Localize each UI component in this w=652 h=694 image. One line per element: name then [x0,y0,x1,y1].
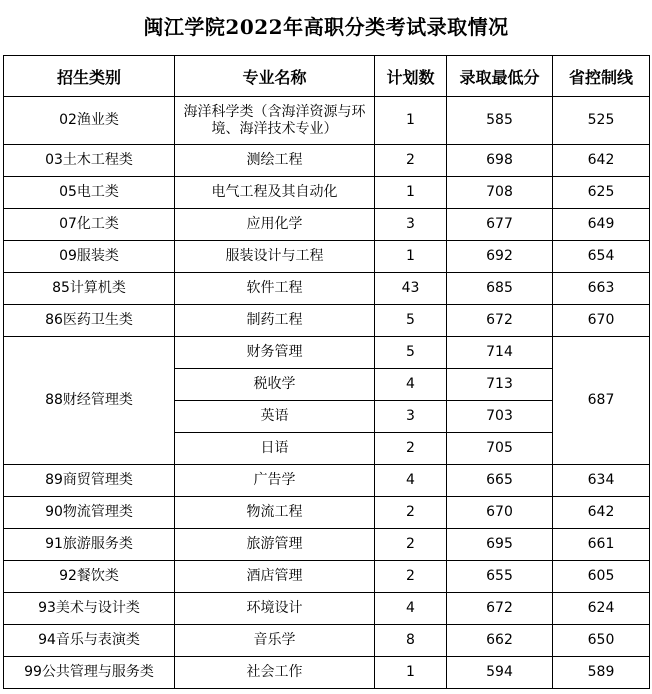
major-cell: 酒店管理 [175,561,375,593]
min-score-cell: 703 [447,401,553,433]
control-line-cell: 605 [553,561,650,593]
plan-cell: 4 [375,369,447,401]
min-score-cell: 585 [447,97,553,145]
category-cell: 91旅游服务类 [4,529,175,561]
plan-cell: 3 [375,209,447,241]
category-cell: 85计算机类 [4,273,175,305]
major-cell: 音乐学 [175,625,375,657]
category-cell: 90物流管理类 [4,497,175,529]
category-cell: 05电工类 [4,177,175,209]
plan-cell: 2 [375,561,447,593]
table-row [4,241,650,273]
major-cell: 日语 [175,433,375,465]
major-cell: 税收学 [175,369,375,401]
major-cell: 制药工程 [175,305,375,337]
header-plan: 计划数 [375,56,447,97]
table-row [4,273,650,305]
table-row [4,337,650,369]
major-cell: 财务管理 [175,337,375,369]
category-cell: 02渔业类 [4,97,175,145]
plan-cell: 2 [375,529,447,561]
min-score-cell: 672 [447,593,553,625]
major-cell: 社会工作 [175,657,375,689]
major-cell: 电气工程及其自动化 [175,177,375,209]
category-cell: 09服装类 [4,241,175,273]
table-row [4,305,650,337]
control-line-cell: 663 [553,273,650,305]
plan-cell: 43 [375,273,447,305]
table-row [4,561,650,593]
plan-cell: 5 [375,337,447,369]
category-cell: 99公共管理与服务类 [4,657,175,689]
control-line-cell: 589 [553,657,650,689]
header-major: 专业名称 [175,56,375,97]
control-line-cell: 649 [553,209,650,241]
plan-cell: 2 [375,145,447,177]
min-score-cell: 662 [447,625,553,657]
category-cell: 07化工类 [4,209,175,241]
min-score-cell: 713 [447,369,553,401]
table-row [4,625,650,657]
control-line-cell: 642 [553,497,650,529]
table-row [4,497,650,529]
min-score-cell: 677 [447,209,553,241]
min-score-cell: 714 [447,337,553,369]
table-row [4,465,650,497]
major-cell: 旅游管理 [175,529,375,561]
min-score-cell: 695 [447,529,553,561]
category-cell: 93美术与设计类 [4,593,175,625]
plan-cell: 4 [375,465,447,497]
major-cell: 物流工程 [175,497,375,529]
min-score-cell: 705 [447,433,553,465]
min-score-cell: 655 [447,561,553,593]
min-score-cell: 670 [447,497,553,529]
category-cell: 92餐饮类 [4,561,175,593]
table-row [4,97,650,145]
table-row [4,145,650,177]
category-cell: 89商贸管理类 [4,465,175,497]
min-score-cell: 685 [447,273,553,305]
plan-cell: 1 [375,241,447,273]
plan-cell: 1 [375,657,447,689]
control-line-cell: 650 [553,625,650,657]
category-cell: 03土木工程类 [4,145,175,177]
control-line-cell: 625 [553,177,650,209]
category-cell: 94音乐与表演类 [4,625,175,657]
min-score-cell: 708 [447,177,553,209]
table-row [4,593,650,625]
min-score-cell: 698 [447,145,553,177]
min-score-cell: 665 [447,465,553,497]
major-cell: 海洋科学类（含海洋资源与环境、海洋技术专业） [175,97,375,145]
control-line-cell: 654 [553,241,650,273]
plan-cell: 2 [375,497,447,529]
plan-cell: 3 [375,401,447,433]
control-line-cell: 525 [553,97,650,145]
control-line-cell: 687 [553,337,650,465]
control-line-cell: 624 [553,593,650,625]
header-control-line: 省控制线 [553,56,650,97]
major-cell: 广告学 [175,465,375,497]
header-min-score: 录取最低分 [447,56,553,97]
category-cell: 88财经管理类 [4,337,175,465]
control-line-cell: 661 [553,529,650,561]
min-score-cell: 594 [447,657,553,689]
major-cell: 英语 [175,401,375,433]
table-row [4,209,650,241]
control-line-cell: 642 [553,145,650,177]
major-cell: 测绘工程 [175,145,375,177]
min-score-cell: 692 [447,241,553,273]
major-cell: 环境设计 [175,593,375,625]
major-cell: 服装设计与工程 [175,241,375,273]
plan-cell: 4 [375,593,447,625]
admission-table [3,55,650,689]
table-row [4,177,650,209]
min-score-cell: 672 [447,305,553,337]
category-cell: 86医药卫生类 [4,305,175,337]
plan-cell: 8 [375,625,447,657]
plan-cell: 5 [375,305,447,337]
table-row [4,529,650,561]
control-line-cell: 634 [553,465,650,497]
page-title: 闽江学院2022年高职分类考试录取情况 [143,15,509,39]
plan-cell: 2 [375,433,447,465]
plan-cell: 1 [375,177,447,209]
header-row [4,56,650,97]
header-category: 招生类别 [4,56,175,97]
major-cell: 软件工程 [175,273,375,305]
control-line-cell: 670 [553,305,650,337]
table-row [4,657,650,689]
plan-cell: 1 [375,97,447,145]
major-cell: 应用化学 [175,209,375,241]
